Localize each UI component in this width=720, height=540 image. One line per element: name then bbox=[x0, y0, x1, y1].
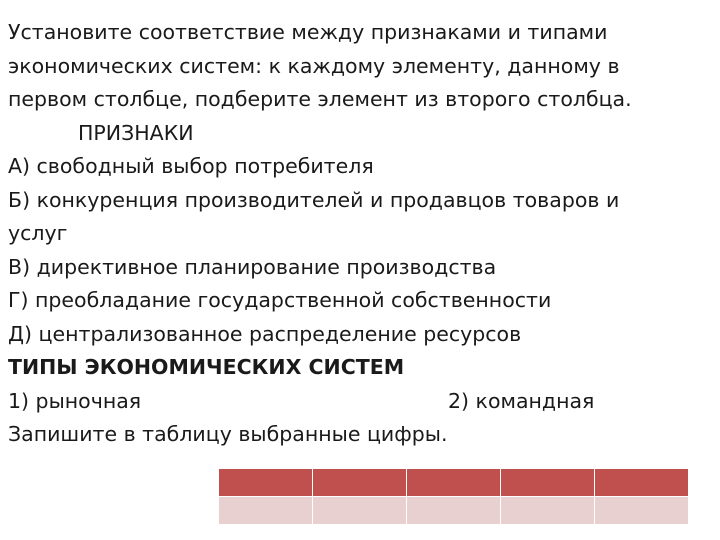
instruction-line-1: Установите соответствие между признаками и типами bbox=[8, 20, 608, 44]
feature-g: Г) преобладание государственной собственности bbox=[8, 288, 552, 312]
type-market: 1) рыночная bbox=[8, 388, 142, 413]
answer-table-header-row bbox=[219, 469, 689, 497]
type-command: 2) командная bbox=[448, 388, 595, 413]
answer-cell[interactable] bbox=[595, 497, 689, 525]
header-cell bbox=[407, 469, 501, 497]
header-cell bbox=[313, 469, 407, 497]
feature-d: Д) централизованное распределение ресурсов bbox=[8, 321, 522, 346]
answer-cell[interactable] bbox=[501, 497, 595, 525]
features-heading: ПРИЗНАКИ bbox=[78, 120, 194, 145]
answer-table-input-row bbox=[219, 497, 689, 525]
task-text bbox=[8, 16, 714, 452]
footer-instruction: Запишите в таблицу выбранные цифры. bbox=[8, 422, 448, 446]
answer-cell[interactable] bbox=[313, 497, 407, 525]
header-cell bbox=[595, 469, 689, 497]
feature-b-continuation: услуг bbox=[8, 221, 68, 245]
feature-b: Б) конкуренция производителей и продавцов товаров и bbox=[8, 187, 620, 212]
types-heading: ТИПЫ ЭКОНОМИЧЕСКИХ СИСТЕМ bbox=[8, 355, 405, 379]
answer-cell[interactable] bbox=[407, 497, 501, 525]
answer-cell[interactable] bbox=[219, 497, 313, 525]
instruction-line-3: первом столбце, подберите элемент из второго столбца. bbox=[8, 87, 632, 111]
header-cell bbox=[501, 469, 595, 497]
feature-a: А) свободный выбор потребителя bbox=[8, 154, 374, 178]
feature-v: В) директивное планирование производства bbox=[8, 254, 497, 279]
instruction-line-2: экономических систем: к каждому элементу, данному в bbox=[8, 53, 620, 78]
types-row bbox=[8, 385, 714, 419]
header-cell bbox=[219, 469, 313, 497]
answer-table bbox=[218, 468, 689, 525]
